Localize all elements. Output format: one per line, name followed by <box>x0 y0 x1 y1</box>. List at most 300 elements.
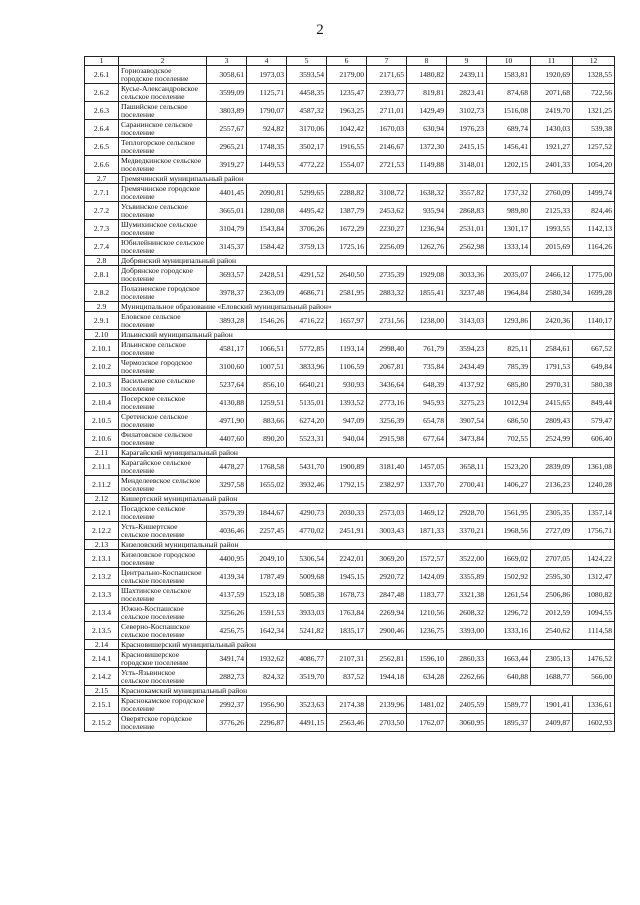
value-cell: 1561,95 <box>487 504 531 522</box>
value-cell: 580,38 <box>573 376 615 394</box>
table-row <box>85 358 615 376</box>
value-cell: 1499,74 <box>573 184 615 202</box>
value-cell: 3491,74 <box>207 650 247 668</box>
value-cell: 3256,26 <box>207 604 247 622</box>
table-row <box>85 138 615 156</box>
value-cell: 2760,09 <box>531 184 573 202</box>
value-cell: 1387,79 <box>327 202 367 220</box>
value-cell: 685,80 <box>487 376 531 394</box>
value-cell: 824,32 <box>247 668 287 686</box>
group-header-row <box>85 174 615 184</box>
value-cell: 2136,23 <box>531 476 573 494</box>
value-cell: 5009,68 <box>287 568 327 586</box>
table-row <box>85 220 615 238</box>
row-code: 2.13 <box>85 540 119 550</box>
value-cell: 2090,81 <box>247 184 287 202</box>
row-code: 2.6.2 <box>85 84 119 102</box>
value-cell: 3355,89 <box>447 568 487 586</box>
value-cell: 2563,46 <box>327 714 367 732</box>
value-cell: 1756,71 <box>573 522 615 540</box>
value-cell: 2584,61 <box>531 340 573 358</box>
group-header-row <box>85 302 615 312</box>
value-cell: 2581,95 <box>327 284 367 302</box>
settlement-name: Теплогорское сельское поселение <box>119 138 207 156</box>
value-cell: 1457,05 <box>407 458 447 476</box>
value-cell: 1920,69 <box>531 66 573 84</box>
value-cell: 1312,47 <box>573 568 615 586</box>
value-cell: 2107,31 <box>327 650 367 668</box>
value-cell: 3297,58 <box>207 476 247 494</box>
value-cell: 1236,94 <box>407 220 447 238</box>
value-cell: 1012,94 <box>487 394 531 412</box>
column-header: 5 <box>287 57 327 66</box>
value-cell: 2012,59 <box>531 604 573 622</box>
value-cell: 3776,26 <box>207 714 247 732</box>
value-cell: 2531,01 <box>447 220 487 238</box>
value-cell: 5085,38 <box>287 586 327 604</box>
row-code: 2.15.1 <box>85 696 119 714</box>
value-cell: 1149,88 <box>407 156 447 174</box>
table-row <box>85 522 615 540</box>
value-cell: 2883,32 <box>367 284 407 302</box>
value-cell: 1916,55 <box>327 138 367 156</box>
value-cell: 1125,71 <box>247 84 287 102</box>
value-cell: 2405,59 <box>447 696 487 714</box>
value-cell: 1261,54 <box>487 586 531 604</box>
value-cell: 648,39 <box>407 376 447 394</box>
district-name: Карагайский муниципальный район <box>119 448 615 458</box>
value-cell: 1406,27 <box>487 476 531 494</box>
value-cell: 2562,81 <box>367 650 407 668</box>
value-cell: 640,88 <box>487 668 531 686</box>
row-code: 2.6.3 <box>85 102 119 120</box>
row-code: 2.11.1 <box>85 458 119 476</box>
value-cell: 1602,93 <box>573 714 615 732</box>
value-cell: 1235,47 <box>327 84 367 102</box>
row-code: 2.10.2 <box>85 358 119 376</box>
row-code: 2.14.1 <box>85 650 119 668</box>
value-cell: 2415,65 <box>531 394 573 412</box>
settlement-name: Гремячинское городское поселение <box>119 184 207 202</box>
table-row <box>85 202 615 220</box>
value-cell: 1591,53 <box>247 604 287 622</box>
table-row <box>85 394 615 412</box>
value-cell: 4086,77 <box>287 650 327 668</box>
value-cell: 3104,79 <box>207 220 247 238</box>
value-cell: 1240,28 <box>573 476 615 494</box>
settlement-name: Саранинское сельское поселение <box>119 120 207 138</box>
value-cell: 1301,17 <box>487 220 531 238</box>
value-cell: 2256,09 <box>367 238 407 256</box>
value-cell: 1164,26 <box>573 238 615 256</box>
value-cell: 3237,48 <box>447 284 487 302</box>
table-row <box>85 430 615 448</box>
value-cell: 1372,30 <box>407 138 447 156</box>
value-cell: 4400,95 <box>207 550 247 568</box>
settlement-name: Южно-Коспашское сельское поселение <box>119 604 207 622</box>
column-header: 11 <box>531 57 573 66</box>
value-cell: 935,94 <box>407 202 447 220</box>
table-body <box>85 57 615 732</box>
value-cell: 677,64 <box>407 430 447 448</box>
value-cell: 654,78 <box>407 412 447 430</box>
group-header-row <box>85 448 615 458</box>
value-cell: 5306,54 <box>287 550 327 568</box>
value-cell: 3933,03 <box>287 604 327 622</box>
settlement-name: Шахтинское сельское поселение <box>119 586 207 604</box>
value-cell: 1333,14 <box>487 238 531 256</box>
value-cell: 1210,56 <box>407 604 447 622</box>
value-cell: 1901,41 <box>531 696 573 714</box>
value-cell: 2171,65 <box>367 66 407 84</box>
value-cell: 2823,41 <box>447 84 487 102</box>
value-cell: 2125,33 <box>531 202 573 220</box>
value-cell: 825,11 <box>487 340 531 358</box>
value-cell: 2773,16 <box>367 394 407 412</box>
value-cell: 1424,09 <box>407 568 447 586</box>
value-cell: 2970,31 <box>531 376 573 394</box>
value-cell: 2915,98 <box>367 430 407 448</box>
value-cell: 2608,32 <box>447 604 487 622</box>
value-cell: 3393,00 <box>447 622 487 640</box>
settlement-name: Центрально-Коспашское сельское поселение <box>119 568 207 586</box>
value-cell: 1259,51 <box>247 394 287 412</box>
value-cell: 4772,22 <box>287 156 327 174</box>
group-header-row <box>85 540 615 550</box>
value-cell: 2035,07 <box>487 266 531 284</box>
value-cell: 1944,18 <box>367 668 407 686</box>
value-cell: 5772,85 <box>287 340 327 358</box>
value-cell: 1973,03 <box>247 66 287 84</box>
value-cell: 1657,97 <box>327 312 367 330</box>
group-header-row <box>85 256 615 266</box>
value-cell: 2305,13 <box>531 650 573 668</box>
value-cell: 630,94 <box>407 120 447 138</box>
row-code: 2.6.1 <box>85 66 119 84</box>
value-cell: 2262,66 <box>447 668 487 686</box>
value-cell: 5135,01 <box>287 394 327 412</box>
value-cell: 1066,51 <box>247 340 287 358</box>
settlement-name: Добрянское городское поселение <box>119 266 207 284</box>
value-cell: 849,44 <box>573 394 615 412</box>
district-name: Краснокамский муниципальный район <box>119 686 615 696</box>
value-cell: 930,93 <box>327 376 367 394</box>
settlement-name: Еловское сельское поселение <box>119 312 207 330</box>
value-cell: 2439,11 <box>447 66 487 84</box>
value-cell: 3181,40 <box>367 458 407 476</box>
value-cell: 1945,15 <box>327 568 367 586</box>
value-cell: 3370,21 <box>447 522 487 540</box>
table-row <box>85 66 615 84</box>
column-header: 3 <box>207 57 247 66</box>
value-cell: 4290,73 <box>287 504 327 522</box>
value-cell: 2030,33 <box>327 504 367 522</box>
value-cell: 2735,39 <box>367 266 407 284</box>
value-cell: 1976,23 <box>447 120 487 138</box>
value-cell: 1844,67 <box>247 504 287 522</box>
tariff-table <box>84 56 615 732</box>
row-code: 2.8 <box>85 256 119 266</box>
table-row <box>85 102 615 120</box>
value-cell: 940,04 <box>327 430 367 448</box>
value-cell: 2711,01 <box>367 102 407 120</box>
value-cell: 3579,39 <box>207 504 247 522</box>
value-cell: 1393,52 <box>327 394 367 412</box>
value-cell: 2420,36 <box>531 312 573 330</box>
value-cell: 874,68 <box>487 84 531 102</box>
value-cell: 3522,00 <box>447 550 487 568</box>
row-code: 2.9 <box>85 302 119 312</box>
row-code: 2.10.3 <box>85 376 119 394</box>
value-cell: 722,56 <box>573 84 615 102</box>
value-cell: 1054,20 <box>573 156 615 174</box>
row-code: 2.6.5 <box>85 138 119 156</box>
value-cell: 1699,28 <box>573 284 615 302</box>
value-cell: 1583,81 <box>487 66 531 84</box>
value-cell: 2257,45 <box>247 522 287 540</box>
settlement-name: Сретенское сельское поселение <box>119 412 207 430</box>
value-cell: 3069,20 <box>367 550 407 568</box>
value-cell: 2451,91 <box>327 522 367 540</box>
value-cell: 4401,45 <box>207 184 247 202</box>
value-cell: 702,55 <box>487 430 531 448</box>
value-cell: 3919,27 <box>207 156 247 174</box>
value-cell: 1106,59 <box>327 358 367 376</box>
value-cell: 2296,87 <box>247 714 287 732</box>
value-cell: 1792,15 <box>327 476 367 494</box>
column-header: 2 <box>119 57 207 66</box>
table-row <box>85 376 615 394</box>
value-cell: 1554,07 <box>327 156 367 174</box>
page-number: 2 <box>316 22 324 38</box>
value-cell: 989,80 <box>487 202 531 220</box>
value-cell: 5299,65 <box>287 184 327 202</box>
value-cell: 2703,50 <box>367 714 407 732</box>
value-cell: 1791,53 <box>531 358 573 376</box>
value-cell: 735,84 <box>407 358 447 376</box>
value-cell: 539,38 <box>573 120 615 138</box>
value-cell: 3833,96 <box>287 358 327 376</box>
value-cell: 3108,72 <box>367 184 407 202</box>
value-cell: 2242,01 <box>327 550 367 568</box>
value-cell: 1523,20 <box>487 458 531 476</box>
value-cell: 1775,00 <box>573 266 615 284</box>
value-cell: 1655,02 <box>247 476 287 494</box>
settlement-name: Усьвинское сельское поселение <box>119 202 207 220</box>
settlement-name: Красновишерское городское поселение <box>119 650 207 668</box>
settlement-name: Шумихинское сельское поселение <box>119 220 207 238</box>
value-cell: 2269,94 <box>367 604 407 622</box>
value-cell: 2731,56 <box>367 312 407 330</box>
row-code: 2.6.4 <box>85 120 119 138</box>
district-name: Гремячинский муниципальный район <box>119 174 615 184</box>
value-cell: 1932,62 <box>247 650 287 668</box>
district-name: Муниципальное образование «Еловский муниципальный район» <box>119 302 615 312</box>
row-code: 2.13.1 <box>85 550 119 568</box>
value-cell: 819,81 <box>407 84 447 102</box>
value-cell: 2409,87 <box>531 714 573 732</box>
row-code: 2.6.6 <box>85 156 119 174</box>
value-cell: 924,82 <box>247 120 287 138</box>
value-cell: 2179,00 <box>327 66 367 84</box>
value-cell: 3978,37 <box>207 284 247 302</box>
value-cell: 6274,20 <box>287 412 327 430</box>
value-cell: 1449,53 <box>247 156 287 174</box>
value-cell: 1262,76 <box>407 238 447 256</box>
row-code: 2.10.1 <box>85 340 119 358</box>
value-cell: 3803,89 <box>207 102 247 120</box>
row-code: 2.7.3 <box>85 220 119 238</box>
settlement-name: Ильинское сельское поселение <box>119 340 207 358</box>
row-code: 2.14.2 <box>85 668 119 686</box>
value-cell: 1968,56 <box>487 522 531 540</box>
value-cell: 1430,03 <box>531 120 573 138</box>
value-cell: 1956,90 <box>247 696 287 714</box>
value-cell: 945,93 <box>407 394 447 412</box>
value-cell: 1481,02 <box>407 696 447 714</box>
value-cell: 3693,57 <box>207 266 247 284</box>
value-cell: 2965,21 <box>207 138 247 156</box>
table-row <box>85 412 615 430</box>
value-cell: 2882,73 <box>207 668 247 686</box>
table-row <box>85 586 615 604</box>
value-cell: 1193,14 <box>327 340 367 358</box>
value-cell: 606,40 <box>573 430 615 448</box>
settlement-name: Краснокамское городское поселение <box>119 696 207 714</box>
settlement-name: Пашийское сельское поселение <box>119 102 207 120</box>
value-cell: 2847,48 <box>367 586 407 604</box>
column-header: 9 <box>447 57 487 66</box>
row-code: 2.7 <box>85 174 119 184</box>
value-cell: 1321,25 <box>573 102 615 120</box>
table-row <box>85 284 615 302</box>
value-cell: 2015,69 <box>531 238 573 256</box>
table-row <box>85 156 615 174</box>
row-code: 2.12 <box>85 494 119 504</box>
value-cell: 4137,59 <box>207 586 247 604</box>
value-cell: 667,52 <box>573 340 615 358</box>
row-code: 2.10.6 <box>85 430 119 448</box>
row-code: 2.11 <box>85 448 119 458</box>
value-cell: 2721,53 <box>367 156 407 174</box>
value-cell: 3523,63 <box>287 696 327 714</box>
value-cell: 2049,10 <box>247 550 287 568</box>
value-cell: 579,47 <box>573 412 615 430</box>
value-cell: 3033,36 <box>447 266 487 284</box>
table-row <box>85 504 615 522</box>
value-cell: 1642,34 <box>247 622 287 640</box>
settlement-name: Усть-Язьвинское сельское поселение <box>119 668 207 686</box>
value-cell: 1855,41 <box>407 284 447 302</box>
value-cell: 1456,41 <box>487 138 531 156</box>
settlement-name: Полазненское городское поселение <box>119 284 207 302</box>
value-cell: 4491,15 <box>287 714 327 732</box>
settlement-name: Посерское сельское поселение <box>119 394 207 412</box>
value-cell: 1670,03 <box>367 120 407 138</box>
value-cell: 3321,38 <box>447 586 487 604</box>
district-name: Ильинский муниципальный район <box>119 330 615 340</box>
value-cell: 2139,96 <box>367 696 407 714</box>
value-cell: 3932,46 <box>287 476 327 494</box>
value-cell: 1142,13 <box>573 220 615 238</box>
settlement-name: Усть-Кишертское сельское поселение <box>119 522 207 540</box>
value-cell: 1748,35 <box>247 138 287 156</box>
value-cell: 1238,00 <box>407 312 447 330</box>
value-cell: 3100,60 <box>207 358 247 376</box>
value-cell: 3003,43 <box>367 522 407 540</box>
value-cell: 856,10 <box>247 376 287 394</box>
value-cell: 2288,82 <box>327 184 367 202</box>
value-cell: 649,84 <box>573 358 615 376</box>
value-cell: 5237,64 <box>207 376 247 394</box>
value-cell: 1963,25 <box>327 102 367 120</box>
value-cell: 3145,37 <box>207 238 247 256</box>
value-cell: 3599,09 <box>207 84 247 102</box>
column-header: 6 <box>327 57 367 66</box>
value-cell: 1787,49 <box>247 568 287 586</box>
value-cell: 1333,16 <box>487 622 531 640</box>
row-code: 2.10.5 <box>85 412 119 430</box>
value-cell: 3256,39 <box>367 412 407 430</box>
value-cell: 1584,42 <box>247 238 287 256</box>
row-code: 2.7.1 <box>85 184 119 202</box>
value-cell: 1835,17 <box>327 622 367 640</box>
value-cell: 3706,26 <box>287 220 327 238</box>
value-cell: 2428,51 <box>247 266 287 284</box>
row-code: 2.13.2 <box>85 568 119 586</box>
value-cell: 1790,07 <box>247 102 287 120</box>
value-cell: 2363,09 <box>247 284 287 302</box>
value-cell: 1094,55 <box>573 604 615 622</box>
column-header: 7 <box>367 57 407 66</box>
value-cell: 2928,70 <box>447 504 487 522</box>
row-code: 2.15 <box>85 686 119 696</box>
value-cell: 1725,16 <box>327 238 367 256</box>
district-name: Кишертский муниципальный район <box>119 494 615 504</box>
value-cell: 4478,27 <box>207 458 247 476</box>
value-cell: 1763,84 <box>327 604 367 622</box>
value-cell: 1280,08 <box>247 202 287 220</box>
value-cell: 634,28 <box>407 668 447 686</box>
value-cell: 1993,55 <box>531 220 573 238</box>
value-cell: 3557,82 <box>447 184 487 202</box>
district-name: Красновишерский муниципальный район <box>119 640 615 650</box>
column-header-row <box>85 57 615 66</box>
table-row <box>85 458 615 476</box>
value-cell: 4256,75 <box>207 622 247 640</box>
value-cell: 2506,86 <box>531 586 573 604</box>
table-row <box>85 312 615 330</box>
value-cell: 2434,49 <box>447 358 487 376</box>
value-cell: 2071,68 <box>531 84 573 102</box>
group-header-row <box>85 686 615 696</box>
value-cell: 2580,34 <box>531 284 573 302</box>
district-name: Кизеловский муниципальный район <box>119 540 615 550</box>
value-cell: 1572,57 <box>407 550 447 568</box>
settlement-name: Филатовское сельское поселение <box>119 430 207 448</box>
value-cell: 1871,33 <box>407 522 447 540</box>
value-cell: 1663,44 <box>487 650 531 668</box>
value-cell: 5241,82 <box>287 622 327 640</box>
value-cell: 3473,84 <box>447 430 487 448</box>
value-cell: 6640,21 <box>287 376 327 394</box>
value-cell: 1929,08 <box>407 266 447 284</box>
table-row <box>85 714 615 732</box>
table-row <box>85 604 615 622</box>
value-cell: 2419,70 <box>531 102 573 120</box>
table-row <box>85 340 615 358</box>
row-code: 2.13.3 <box>85 586 119 604</box>
